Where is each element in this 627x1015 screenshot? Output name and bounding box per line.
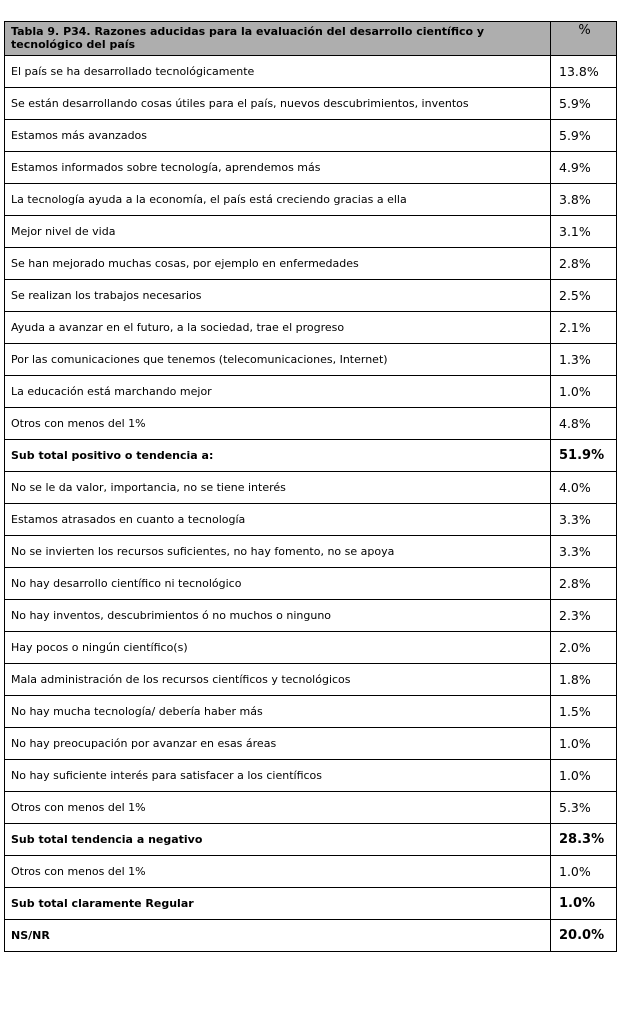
row-label: Sub total tendencia a negativo (5, 824, 551, 856)
table-row (5, 600, 617, 632)
row-percentage: 3.8% (551, 184, 617, 216)
table-row (5, 408, 617, 440)
row-percentage: 13.8% (551, 56, 617, 88)
row-percentage: 2.8% (551, 568, 617, 600)
row-label: Sub total claramente Regular (5, 888, 551, 920)
row-label: Otros con menos del 1% (5, 408, 551, 440)
row-percentage: 1.0% (551, 856, 617, 888)
table-row (5, 504, 617, 536)
row-label: Estamos más avanzados (5, 120, 551, 152)
table-row (5, 152, 617, 184)
subtotal-row (5, 888, 617, 920)
row-percentage: 20.0% (551, 920, 617, 952)
table-row (5, 728, 617, 760)
row-label: No hay desarrollo científico ni tecnológico (5, 568, 551, 600)
results-table (4, 21, 617, 952)
row-percentage: 3.1% (551, 216, 617, 248)
row-label: Mejor nivel de vida (5, 216, 551, 248)
row-label: La tecnología ayuda a la economía, el país está creciendo gracias a ella (5, 184, 551, 216)
row-percentage: 3.3% (551, 504, 617, 536)
row-label: No hay mucha tecnología/ debería haber más (5, 696, 551, 728)
subtotal-row (5, 440, 617, 472)
subtotal-row (5, 920, 617, 952)
table-row (5, 472, 617, 504)
row-percentage: 1.0% (551, 728, 617, 760)
table-header-row (5, 22, 617, 56)
row-label: Se están desarrollando cosas útiles para el país, nuevos descubrimientos, inventos (5, 88, 551, 120)
row-label: Ayuda a avanzar en el futuro, a la sociedad, trae el progreso (5, 312, 551, 344)
row-label: No se invierten los recursos suficientes, no hay fomento, no se apoya (5, 536, 551, 568)
table-row (5, 664, 617, 696)
row-percentage: 4.9% (551, 152, 617, 184)
table-row (5, 536, 617, 568)
row-label: Hay pocos o ningún científico(s) (5, 632, 551, 664)
table-row (5, 376, 617, 408)
row-label: Mala administración de los recursos científicos y tecnológicos (5, 664, 551, 696)
row-label: Por las comunicaciones que tenemos (telecomunicaciones, Internet) (5, 344, 551, 376)
row-label: Se han mejorado muchas cosas, por ejemplo en enfermedades (5, 248, 551, 280)
row-percentage: 1.0% (551, 760, 617, 792)
row-percentage: 5.9% (551, 88, 617, 120)
table-row (5, 792, 617, 824)
table-row (5, 696, 617, 728)
row-percentage: 1.8% (551, 664, 617, 696)
row-percentage: 2.0% (551, 632, 617, 664)
table-row (5, 568, 617, 600)
row-label: Otros con menos del 1% (5, 856, 551, 888)
row-percentage: 1.5% (551, 696, 617, 728)
row-percentage: 5.9% (551, 120, 617, 152)
row-percentage: 5.3% (551, 792, 617, 824)
table-title: Tabla 9. P34. Razones aducidas para la evaluación del desarrollo científico y tecnológico del país (5, 22, 551, 56)
row-label: La educación está marchando mejor (5, 376, 551, 408)
table-row (5, 120, 617, 152)
row-label: No hay inventos, descubrimientos ó no muchos o ninguno (5, 600, 551, 632)
table-row (5, 760, 617, 792)
row-percentage: 1.0% (551, 376, 617, 408)
row-percentage: 2.8% (551, 248, 617, 280)
row-label: Sub total positivo o tendencia a: (5, 440, 551, 472)
row-label: No se le da valor, importancia, no se tiene interés (5, 472, 551, 504)
row-label: El país se ha desarrollado tecnológicamente (5, 56, 551, 88)
table-row (5, 856, 617, 888)
row-label: No hay suficiente interés para satisfacer a los científicos (5, 760, 551, 792)
row-percentage: 3.3% (551, 536, 617, 568)
row-label: Otros con menos del 1% (5, 792, 551, 824)
table-row (5, 344, 617, 376)
table-row (5, 248, 617, 280)
table-row (5, 632, 617, 664)
row-label: Estamos informados sobre tecnología, aprendemos más (5, 152, 551, 184)
table-row (5, 216, 617, 248)
row-label: NS/NR (5, 920, 551, 952)
table-row (5, 280, 617, 312)
row-percentage: 2.5% (551, 280, 617, 312)
row-percentage: 4.8% (551, 408, 617, 440)
table-row (5, 88, 617, 120)
percent-column-header: % (551, 22, 617, 56)
row-label: Estamos atrasados en cuanto a tecnología (5, 504, 551, 536)
table-row (5, 312, 617, 344)
subtotal-row (5, 824, 617, 856)
table-row (5, 56, 617, 88)
row-percentage: 51.9% (551, 440, 617, 472)
row-label: No hay preocupación por avanzar en esas áreas (5, 728, 551, 760)
row-percentage: 4.0% (551, 472, 617, 504)
row-percentage: 1.0% (551, 888, 617, 920)
row-label: Se realizan los trabajos necesarios (5, 280, 551, 312)
row-percentage: 1.3% (551, 344, 617, 376)
row-percentage: 2.3% (551, 600, 617, 632)
row-percentage: 28.3% (551, 824, 617, 856)
row-percentage: 2.1% (551, 312, 617, 344)
table-row (5, 184, 617, 216)
